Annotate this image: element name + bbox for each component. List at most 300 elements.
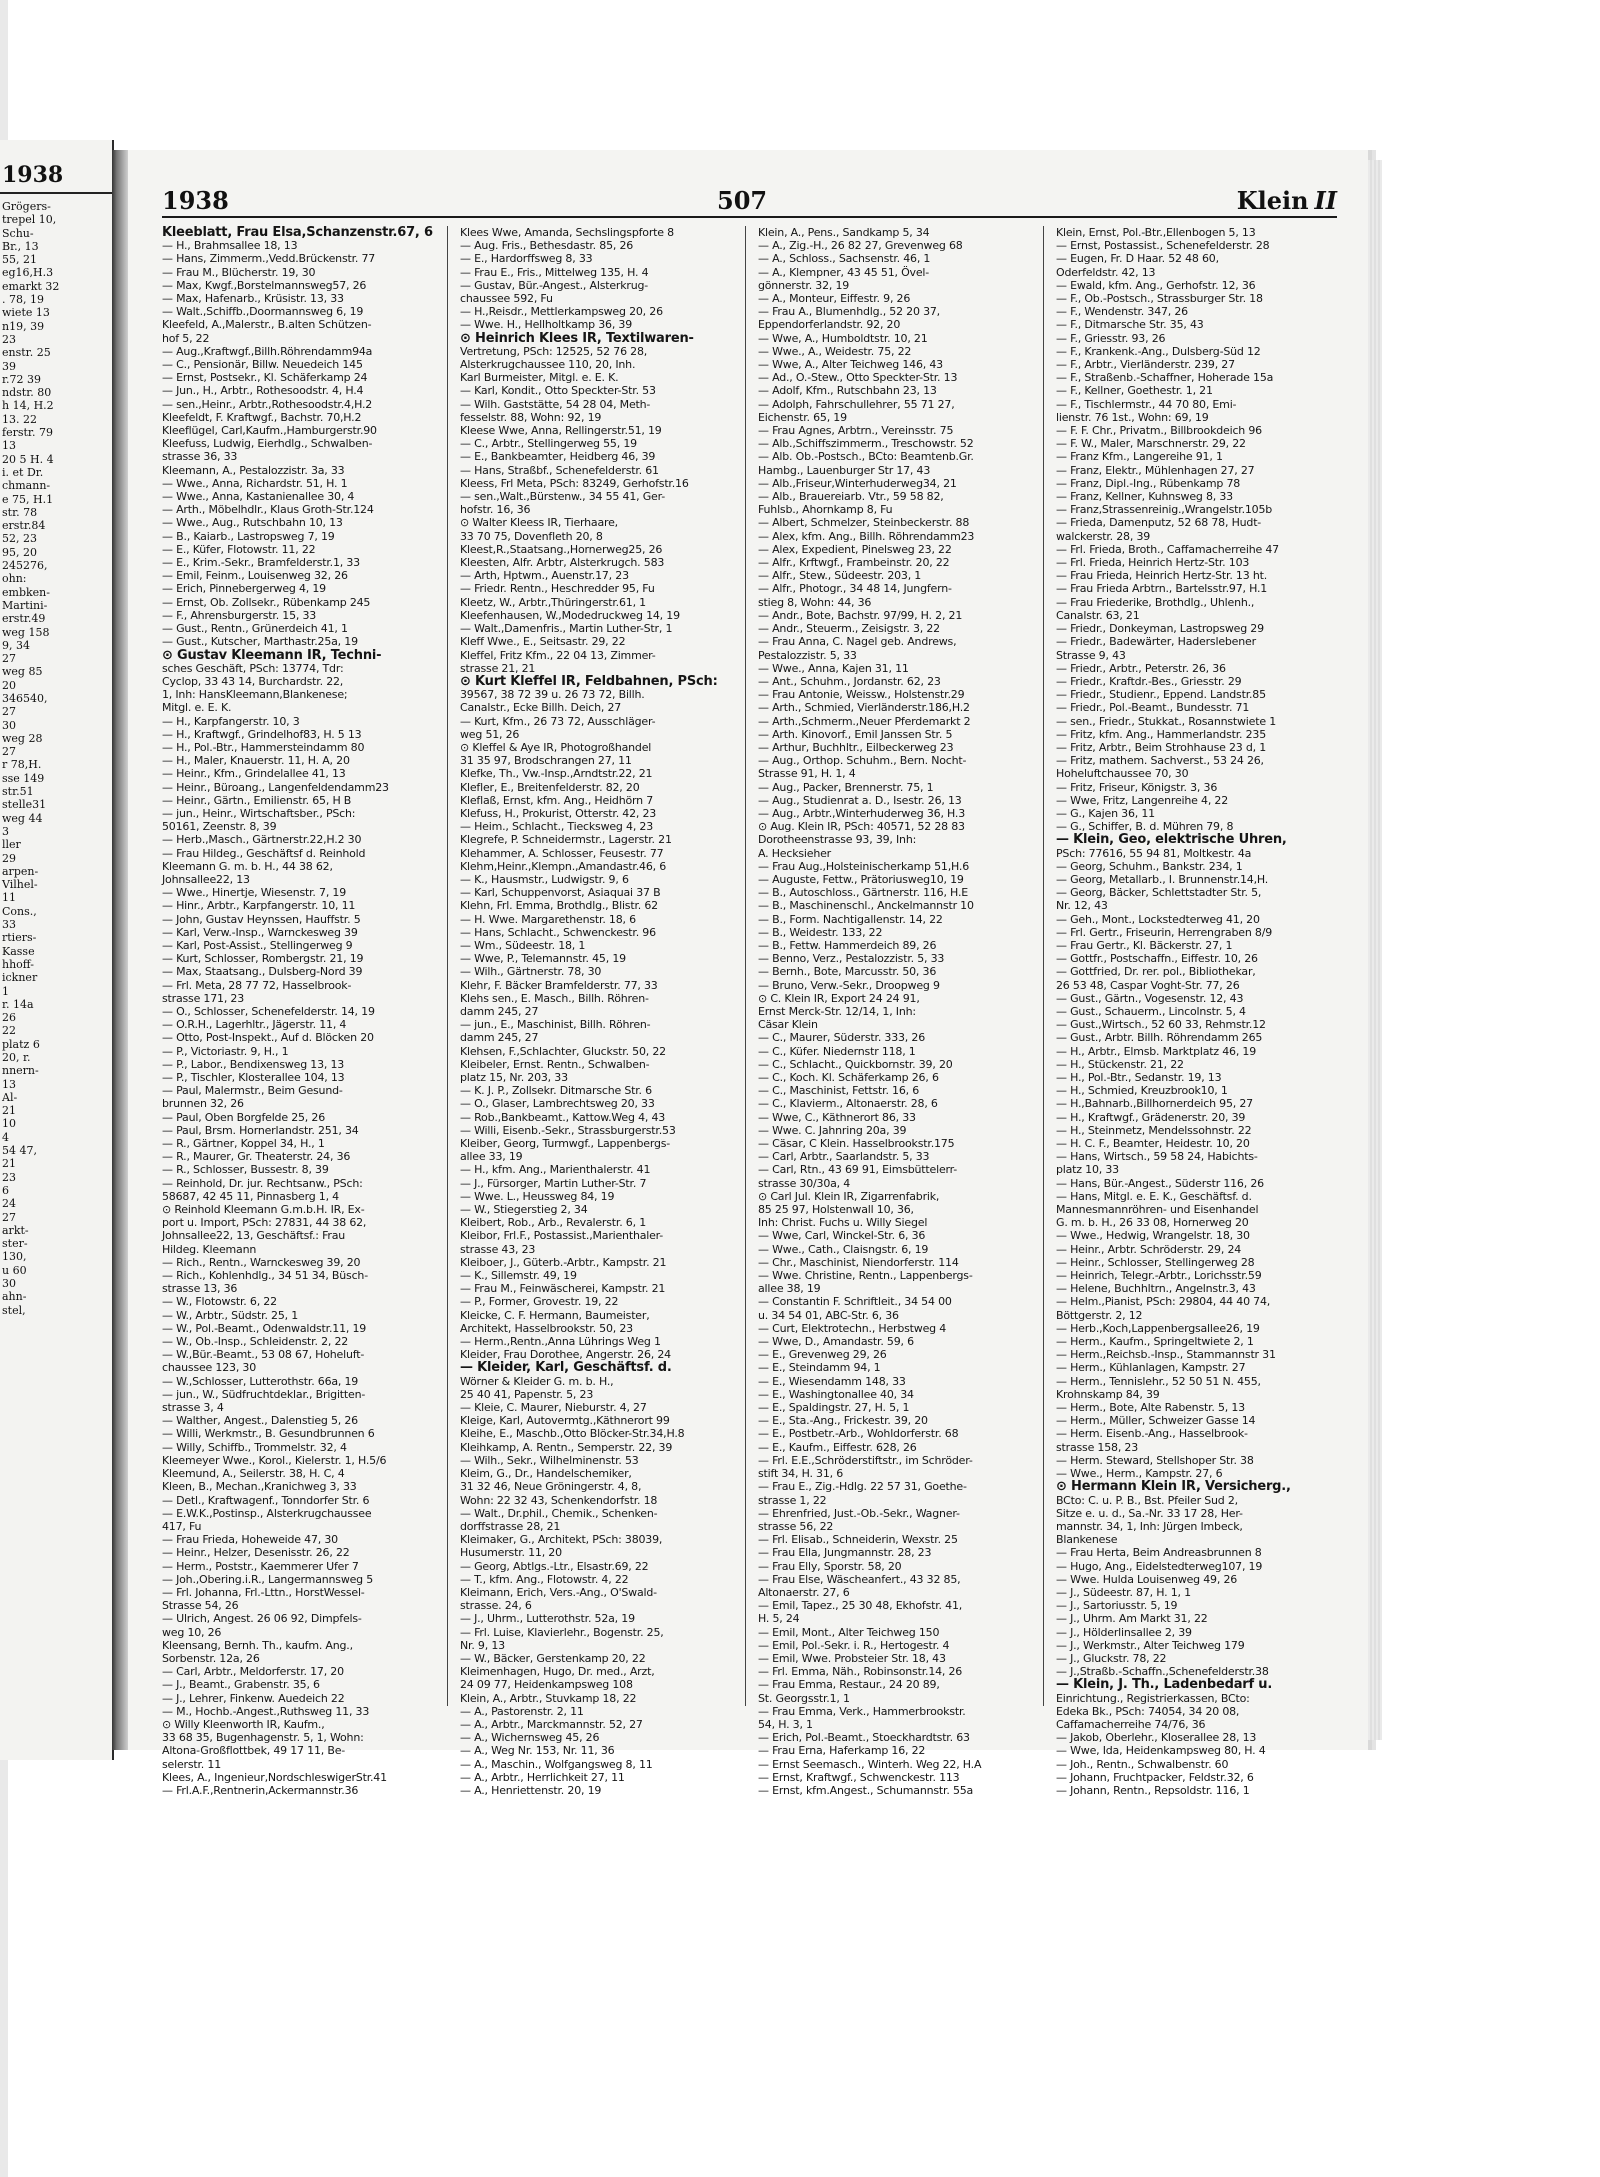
directory-entry: — Frl. Gertr., Friseurin, Herrengraben 8/9 [1056,925,1272,939]
directory-entry: — Ehrenfried, Just.-Ob.-Sekr., Wagner- [758,1506,960,1520]
left-page-line: r. 14a [2,997,34,1011]
directory-entry: — Max, Staatsang., Dulsberg-Nord 39 [162,965,363,979]
left-page-line: weg 85 [2,665,43,679]
directory-entry: — Frl. Johanna, Frl.-Lttn., HorstWessel- [162,1585,365,1599]
directory-entry: — Frau Elly, Sporstr. 58, 20 [758,1559,902,1573]
directory-entry: ⊙ Kurt Kleffel IR, Feldbahnen, PSch: [460,673,718,689]
directory-entry: — Otto, Post-Inspekt., Auf d. Blöcken 20 [162,1031,374,1045]
directory-entry: — Jakob, Oberlehr., Kloserallee 28, 13 [1056,1731,1257,1745]
directory-entry: Mitgl. e. E. K. [162,701,232,715]
directory-entry: Eppendorferlandstr. 92, 20 [758,318,901,332]
directory-entry: Kleeflügel, Carl,Kaufm.,Hamburgerstr.90 [162,424,377,438]
directory-entry: G. m. b. H., 26 33 08, Hornerweg 20 [1056,1216,1249,1230]
directory-entry: — B., Fettw. Hammerdeich 89, 26 [758,938,937,952]
directory-entry: — E., Postbetr.-Arb., Wohldorferstr. 68 [758,1427,959,1441]
directory-entry: Klein, Ernst, Pol.-Btr.,Ellenbogen 5, 13 [1056,226,1256,239]
directory-entry: — Wwe., Anna, Kajen 31, 11 [758,661,909,675]
directory-entry: — Wwe., Anna, Richardstr. 51, H. 1 [162,476,348,490]
directory-entry: Kleemann, A., Pestalozzistr. 3a, 33 [162,463,345,477]
directory-entry: — P., Victoriastr. 9, H., 1 [162,1044,289,1058]
directory-entry: — E., Krim.-Sekr., Bramfelderstr.1, 33 [162,556,360,570]
directory-entry: Hambg., Lauenburger Str 17, 43 [758,463,931,477]
directory-entry: Altonaerstr. 27, 6 [758,1585,850,1599]
directory-entry: Kleesten, Alfr. Arbtr, Alsterkrugch. 583 [460,556,665,570]
directory-entry: — C., Maschinist, Fettstr. 16, 6 [758,1084,920,1098]
directory-entry: — W., Stiegerstieg 2, 34 [460,1203,588,1217]
directory-entry: — Max, Hafenarb., Krüsistr. 13, 33 [162,292,344,306]
left-page-line: 27 [2,745,16,759]
left-page-line: enstr. 25 [2,346,51,360]
directory-entry: — Frl.A.F.,Rentnerin,Ackermannstr.36 [162,1783,359,1797]
directory-column-2 [460,226,740,1797]
directory-page [128,150,1368,1797]
directory-entry: Kleflaß, Ernst, kfm. Ang., Heidhörn 7 [460,793,654,807]
directory-entry: — Emil, Pol.-Sekr. i. R., Hertogestr. 4 [758,1638,950,1652]
directory-entry: Kleimann, Erich, Vers.-Ang., O'Swald- [460,1585,657,1599]
directory-entry: — Hinr., Arbtr., Karpfangerstr. 10, 11 [162,899,356,913]
left-page-line: 20 [2,678,16,692]
directory-entry: — Frau Ella, Jungmannstr. 28, 23 [758,1546,932,1560]
book-gutter [112,150,128,1750]
directory-entry: Klehammer, A. Schlosser, Feusestr. 77 [460,846,664,860]
directory-entry: — H.,Bahnarb.,Billhornerdeich 95, 27 [1056,1097,1253,1111]
directory-entry: — Gust., Kutscher, Marthastr.25a, 19 [162,635,358,649]
left-page-line: trepel 10, [2,213,57,227]
directory-entry: — Auguste, Fettw., Prätoriusweg10, 19 [758,872,964,886]
directory-entry: — F., Ob.-Postsch., Strassburger Str. 18 [1056,292,1263,306]
directory-entry: — R., Schlosser, Bussestr. 8, 39 [162,1163,329,1177]
directory-entry: — Frau Herta, Beim Andreasbrunnen 8 [1056,1546,1262,1560]
directory-entry: — A., Arbtr., Herrlichkeit 27, 11 [460,1770,625,1784]
left-page-line: str.51 [2,785,34,799]
left-page-line: 346540, [2,691,48,705]
directory-entry: Kleibert, Rob., Arb., Revalerstr. 6, 1 [460,1216,646,1230]
directory-entry: — Chr., Maschinist, Niendorferstr. 114 [758,1255,959,1269]
directory-entry: — Ant., Schuhm., Jordanstr. 62, 23 [758,674,941,688]
directory-entry: — Franz, Kellner, Kuhnsweg 8, 33 [1056,490,1233,504]
left-page-line: 21 [2,1157,16,1171]
directory-entry: — F., Ahrensburgerstr. 15, 33 [162,608,317,622]
directory-entry: — Benno, Verz., Pestalozzistr. 5, 33 [758,952,945,966]
directory-entry: — Emil, Wwe. Probsteier Str. 18, 43 [758,1651,946,1665]
directory-entry: — Alex, Expedient, Pinelsweg 23, 22 [758,542,952,556]
directory-entry: — Frieda, Damenputz, 52 68 78, Hudt- [1056,516,1262,530]
directory-entry: — Franz,Strassenreinig.,Wrangelstr.105b [1056,503,1273,517]
directory-entry: — Wwe., Herm., Kampstr. 27, 6 [1056,1467,1223,1481]
left-page-line: 6 [2,1183,9,1197]
directory-entry: 1, Inh: HansKleemann,Blankenese; [162,688,348,702]
directory-entry: — Emil, Mont., Alter Teichweg 150 [758,1625,940,1639]
left-page-line: ohn: [2,572,27,586]
left-page-line: weg 158 [2,625,50,639]
directory-entry: — H., kfm. Ang., Marienthalerstr. 41 [460,1163,651,1177]
directory-entry: — Max, Kwgf.,Borstelmannsweg57, 26 [162,278,367,292]
directory-entry: — Georg, Schuhm., Bankstr. 234, 1 [1056,859,1243,873]
directory-entry: Oderfeldstr. 42, 13 [1056,265,1156,279]
directory-entry: — Frau M., Feinwäscherei, Kampstr. 21 [460,1282,666,1296]
directory-entry: — B., Kaiarb., Lastropsweg 7, 19 [162,529,335,543]
left-page-line: 13 [2,1077,16,1091]
directory-entry: — Ernst, Ob. Zollsekr., Rübenkamp 245 [162,595,371,609]
left-page-line: u 60 [2,1263,27,1277]
directory-entry: — Hans, Mitgl. e. E. K., Geschäftsf. d. [1056,1189,1252,1203]
directory-entry: — F., Griesstr. 93, 26 [1056,331,1166,345]
directory-entry: — E., Steindamm 94, 1 [758,1361,881,1375]
directory-entry: — E.W.K.,Postinsp., Alsterkrugchaussee [162,1506,372,1520]
directory-entry: Nr. 9, 13 [460,1638,505,1652]
directory-entry: 54, H. 3, 1 [758,1717,813,1731]
directory-entry: — Wilh. Gaststätte, 54 28 04, Meth- [460,397,651,411]
directory-entry: Inh: Christ. Fuchs u. Willy Siegel [758,1216,928,1230]
directory-entry: — Frl. Luise, Klavierlehr., Bogenstr. 25, [460,1625,664,1639]
directory-entry: — Gottfried, Dr. rer. pol., Bibliothekar, [1056,965,1256,979]
directory-entry: — jun., E., Maschinist, Billh. Röhren- [460,1018,651,1032]
directory-entry: — Frau Emma, Verk., Hammerbrookstr. [758,1704,966,1718]
directory-entry: Mannesmannröhren- und Eisenhandel [1056,1203,1259,1217]
directory-entry: — Franz Kfm., Langereihe 91, 1 [1056,450,1223,464]
directory-entry: Caffamacherreihe 74/76, 36 [1056,1717,1206,1731]
directory-entry: — Wwe, P., Telemannstr. 45, 19 [460,952,626,966]
directory-entry: — F., Tischlermstr., 44 70 80, Emi- [1056,397,1237,411]
directory-entry: ⊙ Carl Jul. Klein IR, Zigarrenfabrik, [758,1189,940,1203]
directory-entry: — Alfr., Photogr., 34 48 14, Jungfern- [758,582,952,596]
directory-entry: weg 10, 26 [162,1625,222,1639]
left-page-line: erstr.84 [2,519,46,533]
directory-entry: walckerstr. 28, 39 [1056,529,1151,543]
directory-entry: — H., Pol.-Btr., Hammersteindamm 80 [162,740,365,754]
directory-entry: — Friedr., Kraftdr.-Bes., Griesstr. 29 [1056,674,1242,688]
left-page-line: e 75, H.1 [2,492,54,506]
directory-entry: — Arth. Kinovorf., Emil Janssen Str. 5 [758,727,953,741]
directory-entry: — Wwe, C., Käthnerort 86, 33 [758,1110,916,1124]
directory-entry: — Wwe., Hedwig, Wrangelstr. 18, 30 [1056,1229,1250,1243]
left-page-line: 130, [2,1250,27,1264]
directory-entry: — R., Maurer, Gr. Theaterstr. 24, 36 [162,1150,351,1164]
directory-entry: chaussee 123, 30 [162,1361,257,1375]
left-page-line: 4 [2,1130,9,1144]
directory-entry: Kleemeyer Wwe., Korol., Kielerstr. 1, H.5/6 [162,1453,387,1467]
left-page-line: Grögers- [2,200,51,213]
directory-entry: Edeka Bk., PSch: 74054, 34 20 08, [1056,1704,1240,1718]
directory-entry: — Herm., Poststr., Kaemmerer Ufer 7 [162,1559,359,1573]
directory-entry: — Kleider, Karl, Geschäftsf. d. [460,1360,672,1376]
directory-entry: — Gust., Rentn., Grünerdeich 41, 1 [162,622,348,636]
directory-entry: damm 245, 27 [460,1031,539,1045]
directory-entry: — Walther, Angest., Dalenstieg 5, 26 [162,1414,358,1428]
directory-entry: — H., Steinmetz, Mendelssohnstr. 22 [1056,1123,1252,1137]
directory-entry: Klehr, F. Bäcker Bramfelderstr. 77, 33 [460,978,658,992]
left-page-line: ller [2,838,21,852]
directory-entry: — Ernst, Kraftwgf., Schwenckestr. 113 [758,1770,960,1784]
directory-entry: — P., Labor., Bendixensweg 13, 13 [162,1057,345,1071]
directory-entry: 26 53 48, Caspar Voght-Str. 77, 26 [1056,978,1240,992]
directory-entry: — Wwe., Aug., Rutschbahn 10, 13 [162,516,343,530]
left-page-line: ferstr. 79 [2,426,53,440]
directory-entry: Kleess, Frl Meta, PSch: 83249, Gerhofstr.16 [460,476,689,490]
directory-entry: brunnen 32, 26 [162,1097,244,1111]
directory-entry: — H., Pol.-Btr., Sedanstr. 19, 13 [1056,1071,1222,1084]
directory-entry: — Alb., Brauereiarb. Vtr., 59 58 82, [758,490,944,504]
directory-entry: — Willi, Werkmstr., B. Gesundbrunnen 6 [162,1427,375,1441]
directory-entry: — E., Wiesendamm 148, 33 [758,1374,906,1388]
directory-entry: ⊙ Walter Kleess IR, Tierhaare, [460,516,618,530]
directory-entry: — Alfr., Krftwgf., Frambeinstr. 20, 22 [758,556,950,570]
directory-entry: — Erich, Pol.-Beamt., Stoeckhardtstr. 63 [758,1731,970,1745]
directory-entry: — Herm.,Reichsb.-Insp., Stammannstr 31 [1056,1348,1276,1362]
directory-entry: strasse. 24, 6 [460,1599,532,1613]
left-page-year: 1938 [2,162,64,188]
directory-entry: — Jun., H., Arbtr., Rothesoodstr. 4, H.4 [162,384,364,398]
directory-entry: — Heinrich, Telegr.-Arbtr., Lorichsstr.59 [1056,1269,1262,1283]
directory-entry: — C., Küfer. Niedernstr 118, 1 [758,1044,916,1058]
directory-entry: — B., Maschinenschl., Anckelmannstr 10 [758,899,974,913]
directory-entry: — Ernst, Postsekr., Kl. Schäferkamp 24 [162,371,368,385]
directory-entry: — Frau Anna, C. Nagel geb. Andrews, [758,635,957,649]
directory-entry: — F., Wendenstr. 347, 26 [1056,305,1188,319]
directory-entry: — Frau E., Zig.-Hdlg. 22 57 31, Goethe- [758,1480,967,1494]
left-page-line: ickner [2,971,38,985]
directory-entry: strasse 43, 23 [460,1242,536,1256]
left-page-line: 23 [2,332,16,346]
directory-entry: — K., Sillemstr. 49, 19 [460,1269,577,1283]
directory-entry: — Paul, Malermstr., Beim Gesund- [162,1084,343,1098]
directory-entry: selerstr. 11 [162,1757,221,1771]
directory-columns [162,225,1337,1797]
directory-entry: — H., Stückenstr. 21, 22 [1056,1057,1184,1071]
directory-entry: — Heinr., Arbtr. Schröderstr. 29, 24 [1056,1242,1242,1256]
directory-entry: — Carl, Rtn., 43 69 91, Eimsbüttelerr- [758,1163,958,1177]
directory-entry: Sitze e. u. d., Sa.-Nr. 33 17 28, Her- [1056,1506,1243,1520]
directory-entry: — J., Fürsorger, Martin Luther-Str. 7 [460,1176,647,1190]
directory-entry: — Rich., Rentn., Warnckesweg 39, 20 [162,1255,361,1269]
directory-entry: chaussee 592, Fu [460,292,553,306]
directory-entry: Kleiber, Georg, Turmwgf., Lappenbergs- [460,1137,671,1151]
left-page-line: ster- [2,1237,28,1251]
left-page-line: n19, 39 [2,319,45,333]
directory-entry: — Ernst, kfm.Angest., Schumannstr. 55a [758,1783,974,1797]
directory-entry: — Geh., Mont., Lockstedterweg 41, 20 [1056,912,1260,926]
directory-entry: Strasse 91, H. 1, 4 [758,767,856,781]
directory-entry: lienstr. 76 1st., Wohn: 69, 19 [1056,410,1209,424]
left-page-line: Vilhel- [2,878,38,892]
directory-entry: — E., Grevenweg 29, 26 [758,1348,887,1362]
directory-entry: — Wwe., A., Weidestr. 75, 22 [758,344,912,358]
directory-entry: platz 15, Nr. 203, 33 [460,1071,568,1084]
left-page-line: r.72 39 [2,372,42,386]
directory-entry: — Arth, Hptwm., Auenstr.17, 23 [460,569,629,583]
directory-entry: — Aug., Studienrat a. D., Isestr. 26, 13 [758,793,962,807]
directory-entry: Kleige, Karl, Autovermtg.,Käthnerort 99 [460,1414,670,1428]
directory-entry: — H. C. F., Beamter, Heidestr. 10, 20 [1056,1137,1250,1151]
directory-entry: — Herm.,Rentn.,Anna Lührings Weg 1 [460,1335,661,1349]
directory-entry: — Rich., Kohlenhdlg., 34 51 34, Büsch- [162,1269,368,1283]
left-page-line: 20, r. [2,1051,31,1064]
directory-entry: — C., Koch. Kl. Schäferkamp 26, 6 [758,1071,939,1084]
directory-entry: — Ernst, Postassist., Schenefelderstr. 28 [1056,239,1270,253]
directory-entry: — Arth., Schmied, Vierländerstr.186,H.2 [758,701,970,715]
directory-entry: — Karl, Schuppenvorst, Asiaquai 37 B [460,886,661,900]
left-page-line: 13. 22 [2,412,37,426]
directory-entry: — Aug.,Kraftwgf.,Billh.Röhrendamm94a [162,344,373,358]
directory-column-4 [1056,226,1336,1797]
directory-entry: — A., Weg Nr. 153, Nr. 11, 36 [460,1744,615,1758]
directory-entry: A. Hecksieher [758,846,831,860]
directory-entry: ⊙ Hermann Klein IR, Versicherg., [1056,1479,1291,1495]
directory-entry: Kleetz, W., Arbtr.,Thüringerstr.61, 1 [460,595,646,609]
directory-entry: Dorotheenstrasse 93, 39, Inh: [758,833,917,847]
directory-entry: 417, Fu [162,1519,202,1533]
directory-entry: — J., Sartoriusstr. 5, 19 [1056,1599,1178,1613]
directory-entry: — Albert, Schmelzer, Steinbeckerstr. 88 [758,516,970,530]
left-page-line: ndstr. 80 [2,386,52,400]
directory-entry: Klefke, Th., Vw.-Insp.,Arndtstr.22, 21 [460,767,653,781]
left-page-line: Al- [2,1090,18,1104]
directory-entry: St. Georgsstr.1, 1 [758,1691,850,1705]
directory-entry: — Frl. Frieda, Heinrich Hertz-Str. 103 [1056,556,1250,570]
directory-entry: — Wwe, Carl, Winckel-Str. 6, 36 [758,1229,926,1243]
left-page-line: platz 6 [2,1037,40,1051]
left-page-lines [0,200,112,1317]
directory-entry: — sen., Friedr., Stukkat., Rosannstwiete 1 [1056,714,1277,728]
directory-entry: gönnerstr. 32, 19 [758,278,850,292]
directory-entry: — C., Schlacht., Quickbornstr. 39, 20 [758,1057,953,1071]
directory-entry: — B., Autoschloss., Gärtnerstr. 116, H.E [758,886,968,900]
left-page-line: 13 [2,439,16,453]
left-page-line: Br., 13 [2,239,39,253]
directory-entry: — F. F. Chr., Privatm., Billbrookdeich 96 [1056,424,1262,438]
directory-entry: — A., Arbtr., Marckmannstr. 52, 27 [460,1717,643,1731]
directory-column-1 [162,225,442,1797]
directory-entry: Hoheluftchaussee 70, 30 [1056,767,1189,781]
directory-entry: — Aug., Arbtr.,Winterhuderweg 36, H.3 [758,806,966,820]
left-page-line: emarkt 32 [2,279,60,293]
directory-entry: — Herb.,Masch., Gärtnerstr.22,H.2 30 [162,833,362,847]
directory-entry: — G., Schiffer, B. d. Mühren 79, 8 [1056,820,1234,834]
directory-entry: Klehs sen., E. Masch., Billh. Röhren- [460,991,649,1005]
directory-entry: — J., Südeestr. 87, H. 1, 1 [1056,1585,1191,1599]
directory-entry: — Arth.,Schmerm.,Neuer Pferdemarkt 2 [758,714,971,728]
directory-entry: — Rob.,Bankbeamt., Kattow.Weg 4, 43 [460,1110,666,1124]
directory-entry: — Frl. Emma, Näh., Robinsonstr.14, 26 [758,1665,963,1679]
directory-entry: — K. J. P., Zollsekr. Ditmarsche Str. 6 [460,1084,652,1098]
directory-entry: — H., Kraftwgf., Grindelhof83, H. 5 13 [162,727,362,741]
directory-entry: — Hans, Wirtsch., 59 58 24, Habichts- [1056,1150,1258,1164]
directory-entry: — Eugen, Fr. D Haar. 52 48 60, [1056,252,1219,266]
directory-entry: allee 38, 19 [758,1282,821,1296]
directory-entry: — Frau Gertr., Kl. Bäckerstr. 27, 1 [1056,938,1233,952]
directory-entry: Klehsen, F.,Schlachter, Gluckstr. 50, 22 [460,1044,666,1058]
directory-entry: — Herb.,Koch,Lappenbergsallee26, 19 [1056,1321,1260,1335]
directory-entry: — C., Klavierm., Altonaerstr. 28, 6 [758,1097,938,1111]
directory-entry: Kleim, G., Dr., Handelschemiker, [460,1467,632,1481]
directory-entry: 50161, Zeenstr. 8, 39 [162,820,277,834]
directory-entry: mannstr. 34, 1, Inh: Jürgen Imbeck, [1056,1519,1243,1533]
left-page-line: 9, 34 [2,638,30,652]
directory-entry: — Karl, Verw.-Insp., Warnckesweg 39 [162,925,358,939]
directory-entry: — Alb.,Friseur,Winterhuderweg34, 21 [758,476,957,490]
directory-entry: strasse 36, 33 [162,450,238,464]
directory-entry: — Frau A., Blumenhdlg., 52 20 37, [758,305,940,319]
left-page-line: sse 149 [2,771,45,785]
column-separator [745,226,746,1706]
directory-entry: — Walt.,Schiffb.,Doormannsweg 6, 19 [162,305,364,319]
directory-entry: — Herm., Müller, Schweizer Gasse 14 [1056,1414,1256,1428]
left-page-line: weg 44 [2,811,43,825]
directory-entry: — Frau Emma, Restaur., 24 20 89, [758,1678,940,1692]
directory-entry: — Klein, J. Th., Ladenbedarf u. [1056,1677,1273,1693]
directory-entry: — Gust., Arbtr. Billh. Röhrendamm 265 [1056,1031,1263,1045]
directory-entry: — Wwe., Anna, Kastanienallee 30, 4 [162,490,355,504]
directory-entry: Kleiboer, J., Güterb.-Arbtr., Kampstr. 21 [460,1255,667,1269]
directory-entry: — H., Arbtr., Elmsb. Marktplatz 46, 19 [1056,1044,1257,1058]
directory-entry: Canalstr. 63, 21 [1056,608,1140,622]
directory-entry: platz 10, 33 [1056,1163,1119,1177]
directory-entry: 33 70 75, Dovenfleth 20, 8 [460,529,603,543]
column-separator [1043,226,1044,1706]
directory-entry: — Adolph, Fahrschullehrer, 55 71 27, [758,397,955,411]
directory-entry: — W., Pol.-Beamt., Odenwaldstr.11, 19 [162,1321,367,1335]
directory-entry: — Ad., O.-Stew., Otto Speckter-Str. 13 [758,371,958,385]
directory-entry: stift 34, H. 31, 6 [758,1467,844,1481]
left-page-line: arkt- [2,1223,29,1237]
directory-entry: — Wwe, A., Humboldtstr. 10, 21 [758,331,928,345]
directory-entry: — W., Ob.-Insp., Schleidenstr. 2, 22 [162,1335,349,1349]
left-page-line: chmann- [2,479,51,493]
directory-entry: — Paul, Brsm. Hornerlandstr. 251, 34 [162,1123,359,1137]
directory-entry: — O., Schlosser, Schenefelderstr. 14, 19 [162,1004,375,1018]
directory-entry: Kleefuss, Ludwig, Eierhdlg., Schwalben- [162,437,373,451]
directory-entry: strasse 13, 36 [162,1282,238,1296]
left-page-line: 23 [2,1170,16,1184]
directory-entry: — Alex, kfm. Ang., Billh. Röhrendamm23 [758,529,975,543]
directory-entry: Einrichtung., Registrierkassen, BCto: [1056,1691,1250,1705]
header-running-head [1237,186,1337,215]
left-page-line: 27 [2,1210,16,1224]
left-page-line: 3 [2,824,9,838]
directory-entry: sches Geschäft, PSch: 13774, Tdr: [162,661,344,675]
header-year: 1938 [162,186,229,215]
directory-entry: — E., Bankbeamter, Heidberg 46, 39 [460,450,656,464]
directory-entry: Wörner & Kleider G. m. b. H., [460,1374,614,1388]
directory-entry: Wohn: 22 32 43, Schenkendorfstr. 18 [460,1493,658,1507]
directory-entry: — Andr., Bote, Bachstr. 97/99, H. 2, 21 [758,608,963,622]
directory-entry: — Frau Frieda Arbtrn., Bartelsstr.97, H.1 [1056,582,1268,596]
left-page-line: 29 [2,851,16,865]
directory-entry: — H., Maler, Knauerstr. 11, H. A, 20 [162,754,350,768]
directory-entry: — Walt.,Damenfris., Martin Luther-Str, 1 [460,622,673,636]
directory-entry: Husumerstr. 11, 20 [460,1546,562,1560]
directory-entry: Kleefeldt, F. Kraftwgf., Bachstr. 70,H.2 [162,410,362,424]
directory-entry: Kleffel, Fritz Kfm., 22 04 13, Zimmer- [460,648,656,662]
directory-entry: Kleefenhausen, W.,Modedruckweg 14, 19 [460,608,680,622]
directory-entry: — B., Weidestr. 133, 22 [758,925,883,939]
directory-entry: — Wwe, Fritz, Langenreihe 4, 22 [1056,793,1229,807]
directory-entry: — J., Werkmstr., Alter Teichweg 179 [1056,1638,1245,1652]
directory-entry: ⊙ Willy Kleenworth IR, Kaufm., [162,1717,325,1731]
directory-entry: Hildeg. Kleemann [162,1242,257,1256]
left-page-line: h 14, H.2 [2,399,54,413]
directory-entry: — Arthur, Buchhltr., Eilbeckerweg 23 [758,740,954,754]
directory-entry: — Alb.,Schiffszimmerm., Treschowstr. 52 [758,437,974,451]
directory-entry: — J., Beamt., Grabenstr. 35, 6 [162,1678,320,1692]
directory-entry: Kleefeld, A.,Malerstr., B.alten Schützen- [162,318,372,332]
directory-entry: weg 51, 26 [460,727,520,741]
directory-entry: 24 09 77, Heidenkampsweg 108 [460,1678,633,1692]
directory-entry: — Wwe. C. Jahnring 20a, 39 [758,1123,907,1137]
left-page-line: ahn- [2,1290,27,1304]
left-page-line: 39 [2,359,16,373]
directory-entry: — A., Pastorenstr. 2, 11 [460,1704,584,1718]
